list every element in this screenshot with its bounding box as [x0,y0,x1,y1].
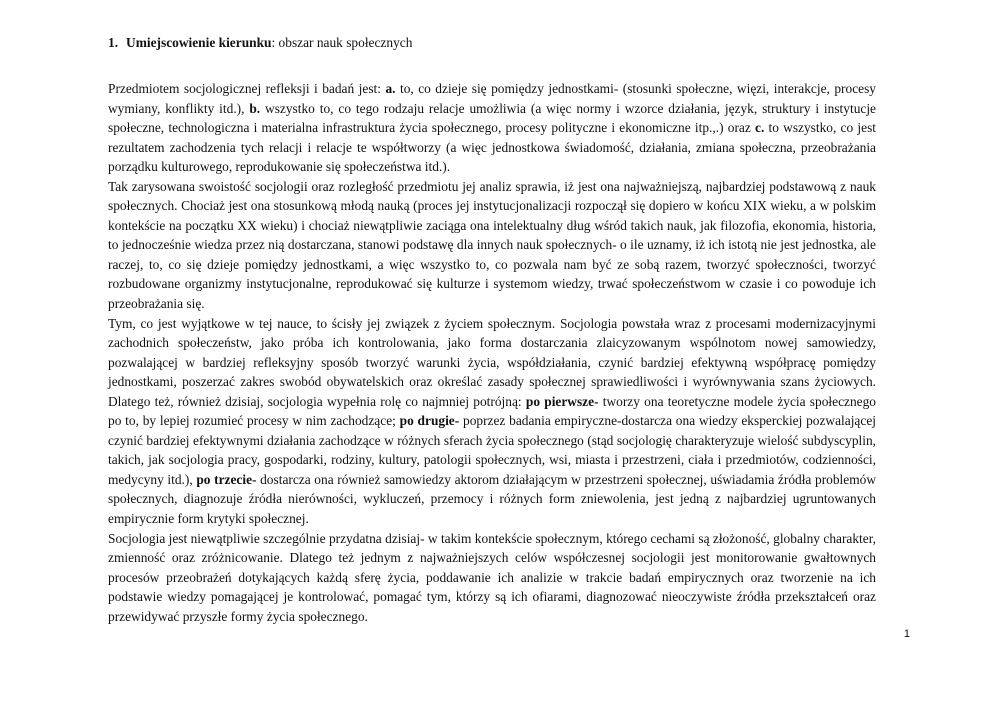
paragraph-3-text-2: tworzy ona teoretyczne modele życia społecznego po to, by lepiej rozumieć procesy w nim zachodzące; [108,393,876,429]
paragraph-3-text-3: poprzez badania empiryczne-dostarcza ona wiedzy eksperckiej pozwalającej czynić bardziej efektywnymi działania zachodzące w różnych sferach życia społecznego (stąd socjologię charakteryzuje wielość subdyscyplin, takich, jak socjologia pracy, gospodarki, rodziny, kultury, patologii społecznych, wsi, miasta i przestrzeni, ciała i przedmiotów, codzienności, medycyny itd.), [108,413,876,487]
marker-po-trzecie: po trzecie- [196,471,257,487]
section-heading [108,34,412,52]
paragraph-4: Socjologia jest niewątpliwie szczególnie przydatna dzisiaj- w takim kontekście społecznym, którego cechami są złożoność, globalny charakter, zmienność oraz zróżnicowanie. Dlatego też jednym z najważniejszych celów współczesnej socjologii jest monitorowanie gwałtownych procesów przeobrażeń dotykających każdą sferę życia, poddawanie ich analizie w trakcie badań empirycznych oraz tworzenie na ich podstawie wiedzy pomagającej je kontrolować, pomagać tym, którzy są ich ofiarami, diagnozować nieoczywiste źródła przekształceń oraz przewidywać przyszłe formy życia społecznego. [108,530,876,624]
paragraph-1-text-1: Przedmiotem socjologicznej refleksji i badań jest: [108,81,386,96]
paragraph-3 [108,314,876,529]
marker-b: b. [249,100,261,116]
page-number: 1 [903,628,910,640]
marker-c: c. [755,120,765,136]
paragraph-2: Tak zarysowana swoistość socjologii oraz rozległość przedmiotu jej analiz sprawia, iż jest ona najważniejszą, najbardziej podstawową z nauk społecznych. Chociaż jest ona stosunkową młodą nauką (proces jej instytucjonalizacji rozpoczął się dopiero w końcu XIX wieku, a w polskim kontekście na początku XX wieku) i chociaż niewątpliwie zaciąga ona intelektualny dług wśród takich nauk, jak filozofia, ekonomia, historia, to jednocześnie wiedza przez nią dostarczana, stanowi podstawę dla innych nauk społecznych- o ile uznamy, iż ich istotą nie jest jednostka, ale raczej, to, co się dzieje pomiędzy jednostkami, a więc wszystko to, co pozwala nam być ze sobą razem, tworzyć społeczności, tworzyć rozbudowane organizmy instytucjonalne, reprodukować się kulturze i systemom wiedzy, trwać społeczeństwom w czasie i co powoduje ich przeobrażania się. [108,178,876,312]
paragraph-1-text-4: to wszystko, co jest rezultatem zachodzenia tych relacji i relacje te współtworzy (a więc jednostkowa świadomość, działania, zmiana społeczna, przeobrażania porządku kulturowego, reprodukowanie się społeczeństwa itd.). [108,120,876,175]
marker-a: a. [385,81,396,96]
marker-po-pierwsze: po pierwsze- [525,393,599,409]
paragraph-1 [108,79,876,177]
section-number: 1. [108,35,119,50]
paragraph-3-text-4: dostarcza ona również samowiedzy aktorom działającym w przestrzeni społecznej, uświadamia źródła problemów społecznych, diagnozuje źródła nierówności, wykluczeń, przemocy i różnych form zniewolenia, jest jedną z najbardziej ugruntowanych empirycznie form krytyki społecznej. [108,471,876,527]
section-title-rest: : obszar nauk społecznych [271,35,413,50]
paragraph-1-text-2: to, co dzieje się pomiędzy jednostkami- (stosunki społeczne, więzi, interakcje, procesy wymiany, konflikty itd.), [108,81,876,116]
paragraph-3-text-1: Tym, co jest wyjątkowe w tej nauce, to ścisły jej związek z życiem społecznym. Socjologia powstała wraz z procesami modernizacyjnymi zachodnich społeczeństw, jako próba ich kontrolowania, jako forma dostarczania zlaicyzowanym wspólnotom nowej samowiedzy, pozwalającej w bardziej refleksyjny sposób tworzyć warunki życia, współdziałania, czynić bardziej efektywną współpracę pomiędzy jednostkami, poszerzać zakres swobód obywatelskich oraz określać zasady społecznej sprawiedliwości i wyrównywania szans życiowych. Dlatego też, również dzisiaj, socjologia wypełnia rolę co najmniej potrójną: [108,315,876,409]
paragraph-1-text-3: wszystko to, co tego rodzaju relacje umożliwia (a więc normy i wzorce działania, język, struktury i instytucje społeczne, technologiczna i materialna infrastruktura życia społecznego, procesy polityczne i ekonomiczne itp.,.) oraz [108,100,876,136]
section-title-bold: Umiejscowienie kierunku [126,35,272,50]
marker-po-drugie: po drugie- [399,413,460,429]
document-body [108,79,876,626]
